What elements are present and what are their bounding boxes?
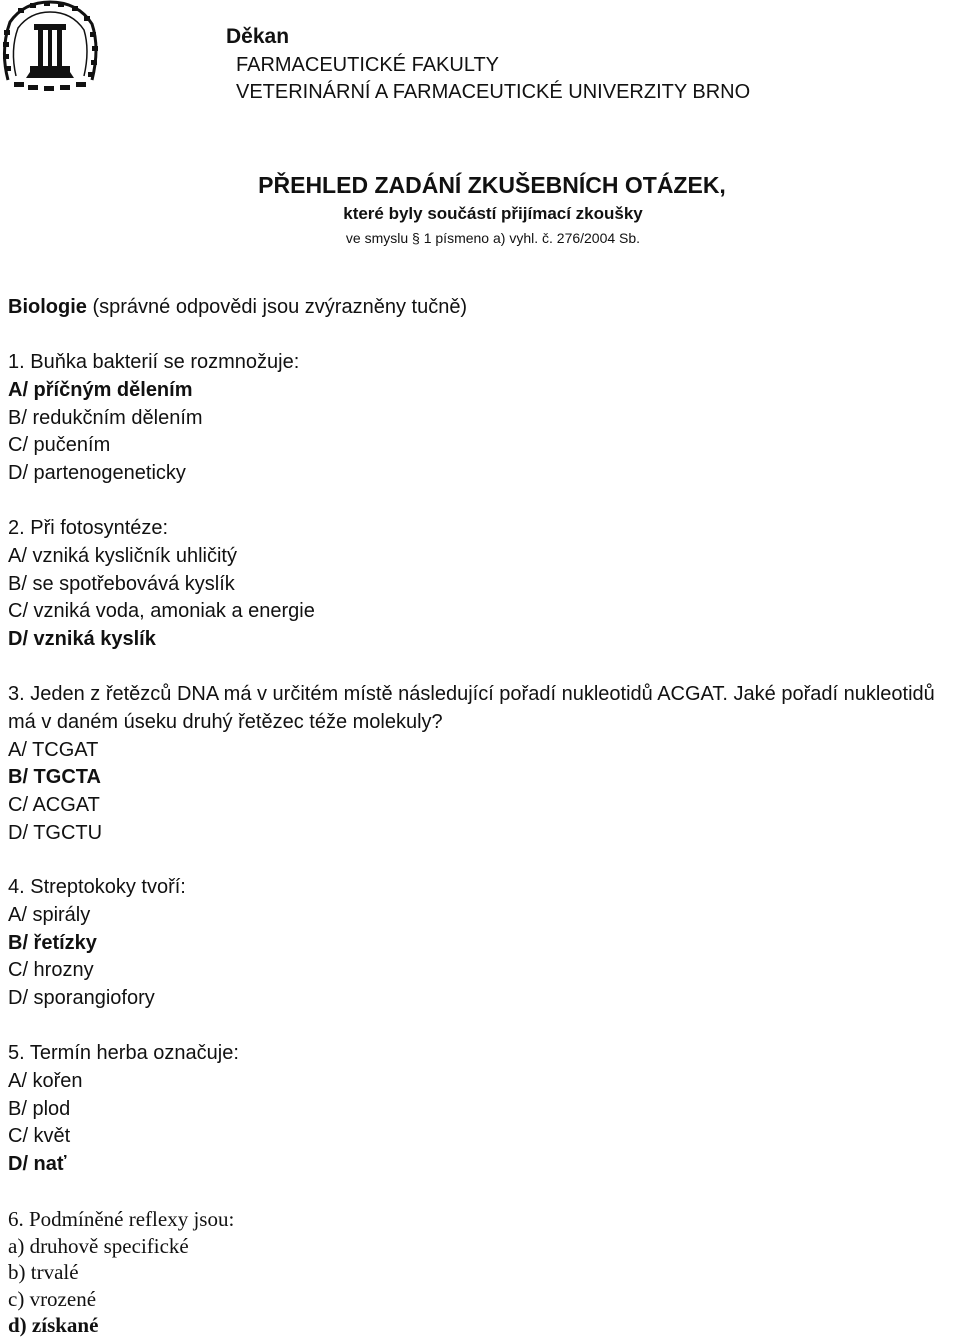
question-block	[8, 349, 960, 488]
answer-option: c) vrozené	[8, 1286, 97, 1311]
document-subtitle: které byly součástí přijímací zkoušky	[343, 204, 643, 223]
question-text: 5. Termín herba označuje:	[8, 1042, 239, 1064]
subject-name: Biologie	[8, 296, 87, 318]
answer-option: A/ vzniká kysličník uhličitý	[8, 544, 237, 567]
question-text: 3. Jeden z řetězců DNA má v určitém místě následující pořadí nukleotidů ACGAT. Jaké pořadí nukleotidů má v daném úseku druhý řetězec téže molekuly?	[8, 683, 935, 733]
answer-option: D/ vzniká kyslík	[8, 628, 156, 651]
answer-option: B/ plod	[8, 1097, 71, 1120]
answer-option: C/ pučením	[8, 434, 111, 457]
answer-option: b) trvalé	[8, 1260, 79, 1284]
answer-option: C/ hrozny	[8, 959, 94, 982]
answer-option: A/ kořen	[8, 1069, 83, 1092]
answer-option: D/ sporangiofory	[8, 987, 155, 1010]
answer-option: C/ květ	[8, 1125, 71, 1148]
faculty-name: FARMACEUTICKÉ FAKULTY	[236, 54, 500, 76]
question-text: 1. Buňka bakterií se rozmnožuje:	[8, 351, 300, 373]
question-block	[8, 515, 960, 654]
answer-option: a) druhově specifické	[8, 1233, 189, 1258]
answer-option: A/ TCGAT	[8, 738, 99, 761]
answer-option: A/ příčným dělením	[8, 378, 193, 401]
answer-option: B/ TGCTA	[8, 766, 101, 789]
answer-option: d) získané	[8, 1313, 99, 1337]
question-block	[8, 1040, 960, 1179]
answer-option: B/ řetízky	[8, 931, 97, 954]
dean-heading: Děkan	[226, 25, 290, 48]
question-text: 2. Při fotosyntéze:	[8, 517, 169, 539]
question-text: 4. Streptokoky tvoří:	[8, 876, 186, 898]
legal-reference: ve smyslu § 1 písmeno a) vyhl. č. 276/2004 Sb.	[345, 230, 641, 246]
document-title: PŘEHLED ZADÁNÍ ZKUŠEBNÍCH OTÁZEK,	[258, 172, 726, 198]
section-heading	[8, 294, 467, 320]
answer-option: B/ se spotřebovává kyslík	[8, 572, 235, 595]
answer-option: D/ TGCTU	[8, 821, 103, 844]
question-block	[8, 681, 960, 848]
answer-option: B/ redukčním dělením	[8, 406, 203, 429]
answer-option: A/ spirály	[8, 903, 91, 926]
answer-option: D/ nať	[8, 1153, 67, 1176]
answer-option: D/ partenogeneticky	[8, 462, 186, 485]
question-text: 6. Podmíněné reflexy jsou:	[8, 1207, 235, 1231]
section-note: (správné odpovědi jsou zvýrazněny tučně)	[86, 296, 468, 318]
answer-option: C/ ACGAT	[8, 794, 100, 817]
answer-option: C/ vzniká voda, amoniak a energie	[8, 600, 315, 623]
question-block	[8, 1206, 960, 1339]
faculty-seal-logo	[0, 0, 100, 92]
question-block	[8, 874, 960, 1013]
university-name: VETERINÁRNÍ A FARMACEUTICKÉ UNIVERZITY BRNO	[236, 81, 751, 103]
